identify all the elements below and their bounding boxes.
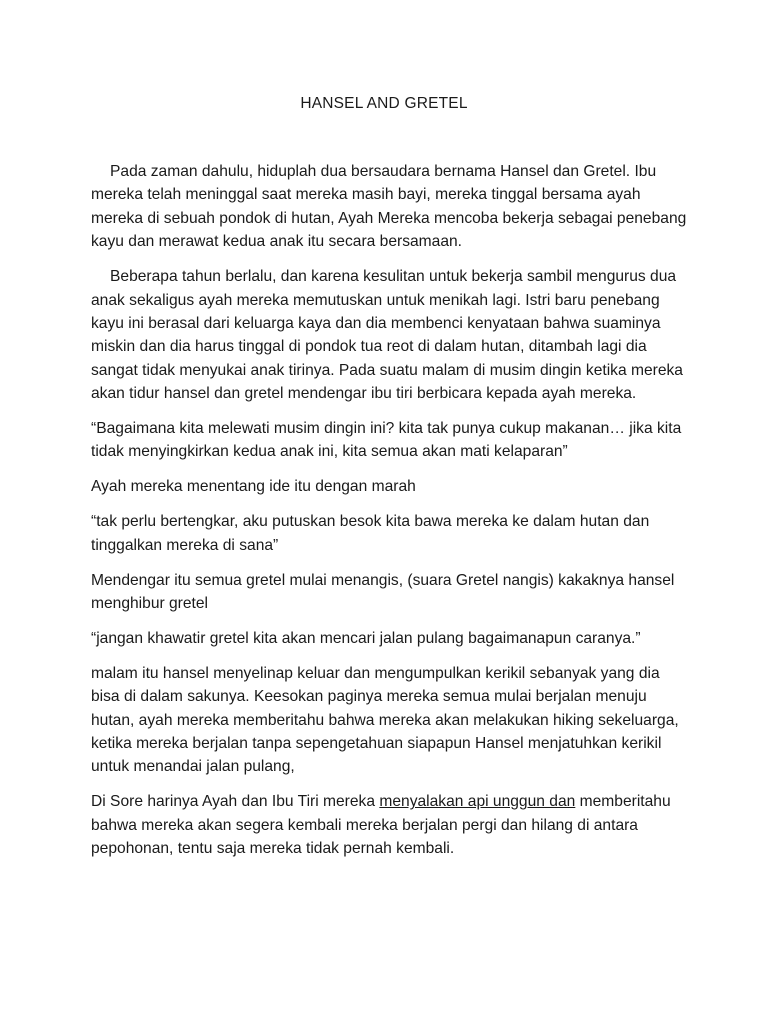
paragraph-3: “Bagaimana kita melewati musim dingin ini? kita tak punya cukup makanan… jika kita tidak menyingkirkan kedua anak ini, kita semua akan mati kelaparan” [91, 420, 682, 461]
paragraph-1: Pada zaman dahulu, hiduplah dua bersaudara bernama Hansel dan Gretel. Ibu mereka telah meninggal saat mereka masih bayi, mereka tinggal bersama ayah mereka di sebuah pondok di hutan, Ayah Mereka mencoba bekerja sebagai penebang kayu dan merawat kedua anak itu secara bersamaan. [91, 163, 687, 251]
paragraph-5: “tak perlu bertengkar, aku putuskan besok kita bawa mereka ke dalam hutan dan tinggalkan mereka di sana” [91, 513, 650, 554]
paragraph-9-end: memberitahu bahwa mereka akan segera kembali mereka berjalan pergi dan hilang di antara pepohonan, tentu saja mereka tidak pernah kembali. [91, 793, 671, 858]
paragraph-9-start: Di Sore harinya Ayah dan Ibu Tiri mereka [91, 793, 380, 811]
underlined-text: menyalakan api unggun dan [379, 793, 576, 811]
document-title: HANSEL AND GRETEL [300, 95, 468, 112]
paragraph-7: “jangan khawatir gretel kita akan mencari jalan pulang bagaimanapun caranya.” [91, 629, 641, 647]
paragraph-8: malam itu hansel menyelinap keluar dan mengumpulkan kerikil sebanyak yang dia bisa di dalam sakunya. Keesokan paginya mereka semua mulai berjalan menuju hutan, ayah mereka memberitahu bahwa mereka akan melakukan hiking sekeluarga, ketika mereka berjalan tanpa sepengetahuan siapapun Hansel menjatuhkan kerikil untuk menandai jalan pulang, [91, 664, 679, 776]
paragraph-6: Mendengar itu semua gretel mulai menangis, (suara Gretel nangis) kakaknya hansel menghibur gretel [91, 571, 675, 612]
paragraph-4: Ayah mereka menentang ide itu dengan marah [91, 478, 416, 496]
paragraph-2: Beberapa tahun berlalu, dan karena kesulitan untuk bekerja sambil mengurus dua anak sekaligus ayah mereka memutuskan untuk menikah lagi. Istri baru penebang kayu ini berasal dari keluarga kaya dan dia membenci kenyataan bahwa suaminya miskin dan dia harus tinggal di pondok tua reot di dalam hutan, ditambah lagi dia sangat tidak menyukai anak tirinya. Pada suatu malam di musim dingin ketika mereka akan tidur hansel dan gretel mendengar ibu tiri berbicara kepada ayah mereka. [91, 268, 683, 403]
paragraph-9 [91, 790, 691, 860]
document-body [91, 160, 691, 872]
